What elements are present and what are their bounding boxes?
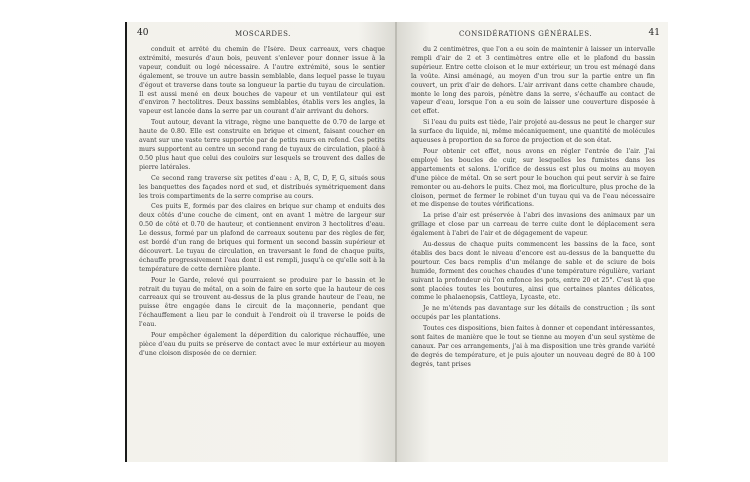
left-page-number: 40 xyxy=(137,28,149,38)
left-paragraph: Ces puits E, formés par des claires en brique sur champ et enduits des deux côtés d'une couche de ciment, ont en avant 1 mètre de largeur sur 0.50 de côté et 0.70 de hauteur, et contiennent environ 3 hectolitres d'eau. Le dessus, formé par un plafond de carreaux soutenu par des règles de fer, est bordé d'un rang de briques qui forment un second bassin supérieur et découvert. Le tuyau de circulation, en traversant le fond de chaque puits, échauffe progressivement l'eau dont il est rempli, jusqu'à ce qu'elle soit à la température de cette dernière plante. xyxy=(139,203,385,273)
left-paragraph: Pour le Garde, relevé qui pourraient se produire par le bassin et le retrait du tuyau de métal, on a soin de faire en sorte que la hauteur de ces carreaux qui se trouvent au-dessus de la plus grande hauteur de l'eau, ne puisse être engagée dans le circuit de la maçonnerie, pendant que l'échauffement a lieu par le conduit à l'endroit où il traverse le poids de l'eau. xyxy=(139,276,385,329)
right-paragraph: du 2 centimètres, que l'on a eu soin de maintenir à laisser un intervalle rempli d'air de 2 et 3 centimètres entre elle et le plafond du bassin supérieur. Entre cette cloison et le mur extérieur, un trou est ménagé dans la voûte. Ainsi aménagé, au moyen d'un trou sur la partie entre un fin couvert, un prix d'air de dehors. L'air arrivant dans cette chambre chaude, monte le long des parois, pénètre dans la serre, s'échauffe au contact de vapeur d'eau, lorsque l'on a eu soin de laisser une couverture disposée à cet effet. xyxy=(411,46,655,116)
right-page xyxy=(397,22,668,462)
left-page xyxy=(125,22,399,462)
right-paragraph: Au-dessus de chaque puits commencent les bassins de la face, sont établis des bacs dont le niveau d'encore est au-dessus de la banquette du pourtour. Ces bacs remplis d'un mélange de sable et de sciure de bois humide, forment des couches chaudes d'une température régulière, variant suivant la profondeur où l'on enfonce les pots, entre 20 et 25°. C'est là que sont placées toutes les boutures, ainsi que certaines plantes délicates, comme le phalaenopsis, Cattleya, Lycaste, etc. xyxy=(411,241,655,302)
right-running-head: CONSIDÉRATIONS GÉNÉRALES. xyxy=(459,30,593,38)
right-paragraph: Pour obtenir cet effet, nous avons en régler l'entrée de l'air. J'ai employé les boucles de cuir, sur lesquelles les fumistes dans les appartements et salons. L'orifice de dessus est plus ou moins au moyen d'une pièce de métal. On se sert pour le bouchon qui peut servir à se faire remonter ou au-dehors le puits. Chez moi, ma floriculture, plus proche de la cloison, permet de fermer le robinet d'un tuyau qui va de l'eau nécessaire et me dispense de toutes vérifications. xyxy=(411,147,655,209)
left-page-body xyxy=(139,46,385,361)
left-paragraph: Tout autour, devant la vitrage, règne une banquette de 0.70 de large et haute de 0.80. Elle est construite en brique et ciment, faisant coucher en avant sur une vaste terre supportée par de petits murs en refend. Ces petits murs supportent au centre un second rang de tuyaux de circulation, placé à 0.50 plus haut que celui des couloirs sur lesquels se trouvent des dalles de pierre latérales. xyxy=(139,119,385,171)
book-spread xyxy=(125,22,668,462)
right-paragraph: Si l'eau du puits est tiède, l'air projeté au-dessus ne peut le charger sur la surface du liquide, ni, même mécaniquement, une quantité de molécules aqueuses à proportion de sa force de projection et de son état. xyxy=(411,119,655,145)
right-paragraph: La prise d'air est préservée à l'abri des invasions des animaux par un grillage et close par un carreau de terre cuite dont le déplacement sera également à l'abri de l'air et de dégagement de vapeur. xyxy=(411,212,655,238)
right-page-number: 41 xyxy=(648,28,660,38)
right-page-body xyxy=(411,46,655,372)
left-paragraph: conduit et arrêté du chemin de l'Isère. Deux carreaux, vers chaque extrémité, mesurés d'aun bois, peuvent s'enlever pour donner issue à la vapeur, conduit ou logé nécessaire. A l'autre extrémité, sous le sentier également, se trouve un autre bassin semblable, dans lequel passe le tuyau d'égout et traverse dans toute sa longueur la partie du tuyau de circulation. Il est aussi mené en deux bouches de vapeur et un ventilateur qui est d'environ 7 hectolitres. Deux bassins semblables, établis vers les angles, la vapeur est lancée dans la serre par un courant d'air arrivant du dehors. xyxy=(139,46,385,116)
left-paragraph: Ce second rang traverse six petites d'eau : A, B, C, D, F, G, situés sous les banquettes des façades nord et sud, et distribués symétriquement dans les trois compartiments de la serre comprise au cours. xyxy=(139,174,385,200)
right-paragraph: Toutes ces dispositions, bien faites à donner et cependant intéressantes, sont faites de manière que le tout se tienne au moyen d'un seul système de canaux. Par ces arrangements, j'ai à ma disposition une très grande variété de degrés de température, et je puis ajouter un nouveau degré de 80 à 100 degrés, tant prises xyxy=(411,325,655,368)
left-paragraph: Pour empêcher également la déperdition du calorique réchauffée, une pièce d'eau du puits se préserve de contact avec le mur extérieur au moyen d'une cloison disposée de ce dernier. xyxy=(139,332,385,357)
right-paragraph: Je ne m'étends pas davantage sur les détails de construction ; ils sont occupés par les plantations. xyxy=(411,305,655,322)
left-running-head: MOSCARDES. xyxy=(235,30,291,38)
